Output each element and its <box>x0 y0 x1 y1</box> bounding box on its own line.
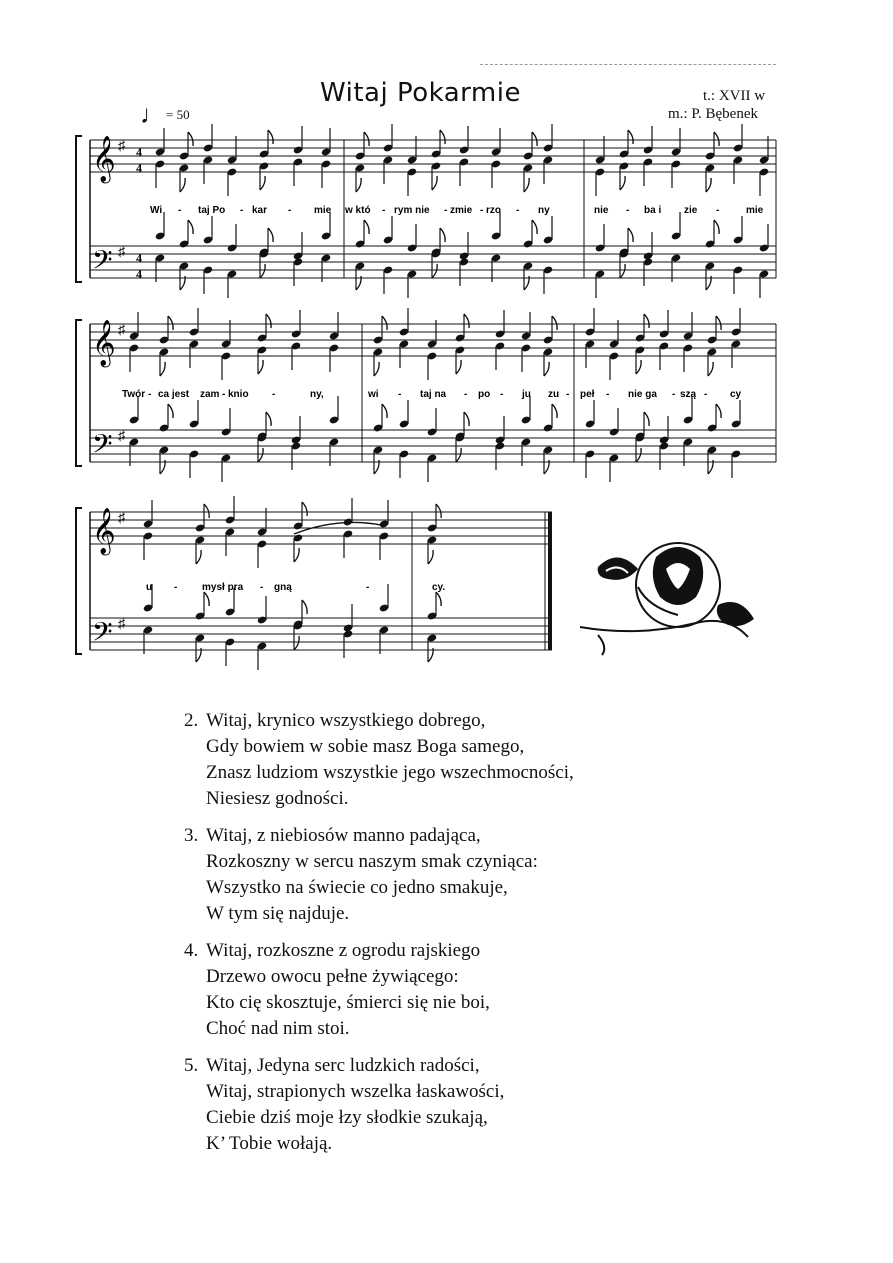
note-flag <box>188 132 193 146</box>
note-flag <box>258 360 263 374</box>
lyric-syllable: w któ <box>345 205 371 216</box>
lyric-syllable: - <box>566 389 570 400</box>
lyric-syllable: - <box>178 205 182 216</box>
note-group <box>143 496 441 670</box>
credit-music-author: m.: P. Bębenek <box>668 106 758 122</box>
lyric-syllable: wi <box>368 389 379 400</box>
lyrics-line <box>150 205 764 216</box>
lyric-syllable: gną <box>274 582 292 593</box>
lyric-syllable: peł <box>580 389 595 400</box>
lyric-syllable: - <box>626 205 630 216</box>
lyric-syllable: - <box>672 389 676 400</box>
note-flag <box>440 228 445 242</box>
verse-number: 3. <box>184 825 199 846</box>
note-flag <box>636 360 641 374</box>
note-flag <box>204 592 209 606</box>
note-flag <box>464 314 469 328</box>
note-flag <box>628 130 633 144</box>
note-flag <box>456 448 461 462</box>
note-flag <box>302 600 307 614</box>
lyric-syllable: ny, <box>310 389 324 400</box>
lyric-syllable: - <box>272 389 276 400</box>
key-sharp-icon: ♯ <box>118 511 125 526</box>
verse-line: Witaj, z niebiosów manno padająca, <box>206 825 481 846</box>
lyric-syllable: - <box>382 205 386 216</box>
lyric-syllable: kar <box>252 205 268 216</box>
verse-3 <box>184 823 574 927</box>
brace-icon <box>76 508 82 654</box>
lyric-syllable: - <box>222 389 226 400</box>
lyric-syllable: mie <box>314 205 332 216</box>
note-flag <box>204 504 209 518</box>
tempo-marking <box>140 100 190 130</box>
verse-number: 5. <box>184 1055 199 1076</box>
brace-icon <box>76 320 82 466</box>
bass-clef-icon: 𝄢 <box>92 244 113 282</box>
note-flag <box>364 220 369 234</box>
verses-section <box>184 708 574 1168</box>
bass-staff <box>90 618 552 650</box>
key-sharp-icon: ♯ <box>118 245 125 260</box>
lyric-syllable: - <box>148 389 152 400</box>
bass-clef-icon: 𝄢 <box>92 428 113 466</box>
key-sharp-icon: ♯ <box>118 429 125 444</box>
lyric-syllable: - <box>444 205 448 216</box>
note-flag <box>432 264 437 278</box>
lyric-syllable: ny <box>538 205 550 216</box>
header-rule <box>480 64 776 65</box>
note-flag <box>188 220 193 234</box>
key-sharp-icon: ♯ <box>118 617 125 632</box>
key-sharp-icon: ♯ <box>118 139 125 154</box>
lyric-syllable: - <box>516 205 520 216</box>
note-flag <box>268 130 273 144</box>
note-flag <box>706 178 711 192</box>
note-flag <box>620 176 625 190</box>
verse-line: Witaj, Jedyna serc ludzkich radości, <box>206 1055 480 1076</box>
note-flag <box>636 448 641 462</box>
note-flag <box>356 178 361 192</box>
note-flag <box>532 132 537 146</box>
note-flag <box>382 316 387 330</box>
note-flag <box>260 176 265 190</box>
note-flag <box>716 404 721 418</box>
treble-clef-icon: 𝄞 <box>92 136 116 182</box>
svg-text:4: 4 <box>136 161 142 175</box>
lyric-syllable: nie <box>594 205 609 216</box>
lyric-syllable: rzo <box>486 205 501 216</box>
svg-text:4: 4 <box>136 267 142 281</box>
verse-line: W tym się najduje. <box>206 903 350 924</box>
note-flag <box>440 130 445 144</box>
svg-text:4: 4 <box>136 251 142 265</box>
lyrics-line <box>122 389 742 400</box>
note-flag <box>196 550 201 564</box>
note-flag <box>524 178 529 192</box>
note-flag <box>708 362 713 376</box>
note-flag <box>628 228 633 242</box>
note-flag <box>552 316 557 330</box>
note-flag <box>294 548 299 562</box>
lyric-syllable: po <box>478 389 491 400</box>
note-flag <box>620 264 625 278</box>
note-flag <box>432 176 437 190</box>
tempo-value: = 50 <box>166 107 190 122</box>
verse-line: Choć nad nim stoi. <box>206 1018 350 1039</box>
verse-line: Ciebie dziś moje łzy słodkie szukają, <box>206 1107 488 1128</box>
lyric-syllable: szą <box>680 389 697 400</box>
note-flag <box>268 228 273 242</box>
score-system-2 <box>0 312 893 482</box>
lyric-syllable: - <box>174 582 178 593</box>
verse-line: Witaj, rozkoszne z ogrodu rajskiego <box>206 940 481 961</box>
lyric-syllable: - <box>398 389 402 400</box>
note-flag <box>180 178 185 192</box>
note-flag <box>364 132 369 146</box>
note-flag <box>382 404 387 418</box>
verse-line: Gdy bowiem w sobie masz Boga samego, <box>206 736 525 757</box>
note-flag <box>374 362 379 376</box>
verse-number: 2. <box>184 710 199 731</box>
bass-clef-icon: 𝄢 <box>92 616 113 654</box>
lyric-syllable: nie ga <box>628 389 657 400</box>
note-flag <box>532 220 537 234</box>
score-system-1 <box>0 128 893 298</box>
lyric-syllable: - <box>240 205 244 216</box>
lyric-syllable: zu <box>548 389 560 400</box>
page-title: Witaj Pokarmie <box>320 78 521 108</box>
brace-icon <box>76 136 82 282</box>
note-flag <box>544 362 549 376</box>
lyric-syllable: mysł pra <box>202 582 244 593</box>
note-flag <box>436 592 441 606</box>
verse-5 <box>184 1053 574 1157</box>
credit-text-author: t.: XVII w <box>703 88 766 104</box>
floral-ornament-icon <box>578 527 758 657</box>
note-flag <box>168 316 173 330</box>
lyric-syllable: - <box>366 582 370 593</box>
verse-line: Witaj, krynico wszystkiego dobrego, <box>206 710 486 731</box>
verse-line: Niesiesz godności. <box>206 788 349 809</box>
lyric-syllable: ca jest <box>158 389 190 400</box>
lyric-syllable: - <box>288 205 292 216</box>
lyric-syllable: - <box>500 389 504 400</box>
verse-line: Rozkoszny w sercu naszym smak czyniąca: <box>206 851 538 872</box>
verse-number: 4. <box>184 940 199 961</box>
verse-2 <box>184 708 574 812</box>
score-system-3 <box>0 500 560 670</box>
lyrics-line <box>146 582 445 593</box>
verse-4 <box>184 938 574 1042</box>
lyric-syllable: cy. <box>432 582 446 593</box>
verse-line: K’ Tobie wołają. <box>206 1133 333 1154</box>
note-flag <box>302 502 307 516</box>
quarter-note-icon: ♩ <box>140 100 166 129</box>
note-flag <box>266 314 271 328</box>
note-flag <box>168 404 173 418</box>
lyric-syllable: zam <box>200 389 220 400</box>
treble-clef-icon: 𝄞 <box>92 508 116 554</box>
lyric-syllable: - <box>704 389 708 400</box>
time-signature: 4 <box>136 145 142 159</box>
note-flag <box>428 550 433 564</box>
treble-staff <box>90 512 552 544</box>
verse-line: Drzewo owocu pełne żywiącego: <box>206 966 459 987</box>
note-flag <box>260 264 265 278</box>
lyric-syllable: knio <box>228 389 249 400</box>
note-flag <box>436 504 441 518</box>
note-flag <box>716 316 721 330</box>
lyric-syllable: - <box>716 205 720 216</box>
note-flag <box>714 220 719 234</box>
lyric-syllable: zmie <box>450 205 473 216</box>
lyric-syllable: Twór <box>122 389 146 400</box>
lyric-syllable: zie <box>684 205 698 216</box>
lyric-syllable: - <box>464 389 468 400</box>
note-flag <box>258 448 263 462</box>
lyric-syllable: - <box>260 582 264 593</box>
lyric-syllable: ju <box>522 389 531 400</box>
lyric-syllable: - <box>480 205 484 216</box>
verse-line: Kto cię skosztuje, śmierci się nie boi, <box>206 992 490 1013</box>
note-flag <box>464 412 469 426</box>
treble-staff <box>90 324 776 356</box>
treble-clef-icon: 𝄞 <box>92 320 116 366</box>
note-flag <box>266 412 271 426</box>
note-flag <box>294 636 299 650</box>
verse-line: Wszystko na świecie co jedno smakuje, <box>206 877 508 898</box>
lyric-syllable: - <box>606 389 610 400</box>
verse-line: Znasz ludziom wszystkie jego wszechmocności, <box>206 762 574 783</box>
lyric-syllable: Wi <box>150 205 163 216</box>
lyric-syllable: u <box>146 582 153 593</box>
lyric-syllable: taj na <box>420 389 447 400</box>
lyric-syllable: mie <box>746 205 764 216</box>
note-flag <box>644 412 649 426</box>
lyric-syllable: cy <box>730 389 742 400</box>
note-flag <box>552 404 557 418</box>
key-sharp-icon: ♯ <box>118 323 125 338</box>
note-flag <box>714 132 719 146</box>
lyric-syllable: ba i <box>644 205 662 216</box>
note-flag <box>456 360 461 374</box>
lyric-syllable: rym nie <box>394 205 430 216</box>
note-flag <box>160 362 165 376</box>
note-flag <box>644 314 649 328</box>
verse-line: Witaj, strapionych wszelka łaskawości, <box>206 1081 505 1102</box>
lyric-syllable: taj Po <box>198 205 226 216</box>
